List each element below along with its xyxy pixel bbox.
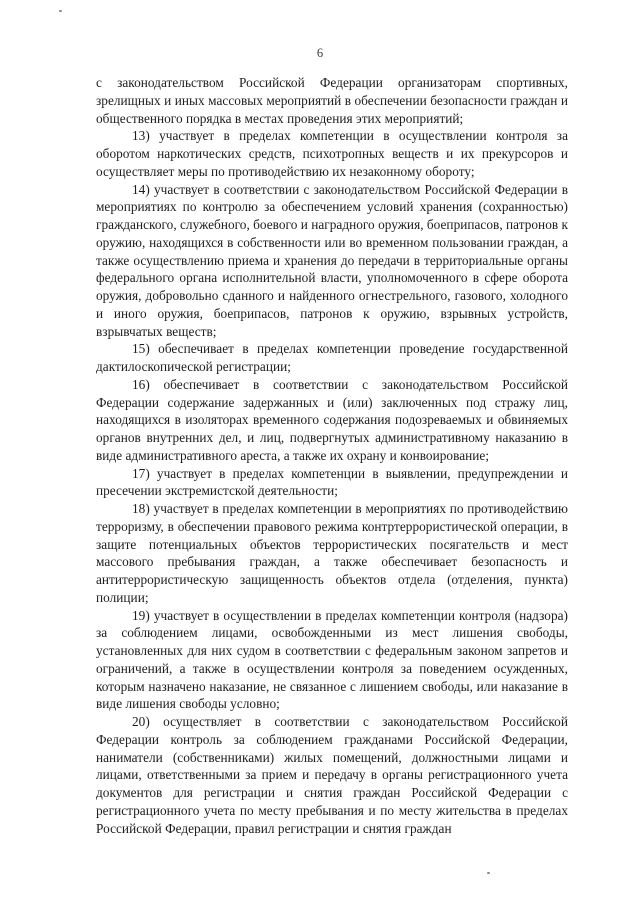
paragraph-intro: с законодательством Российской Федерации организаторам спортивных, зрелищных и иных массовых мероприятий в обеспечении безопасности граждан и общественного порядка в местах проведения этих мероприятий; [96, 75, 568, 126]
scan-speck [59, 10, 62, 12]
paragraph-item-15: 15) обеспечивает в пределах компетенции проведение государственной дактилоскопической регистрации; [96, 341, 568, 374]
paragraph-item-17: 17) участвует в пределах компетенции в выявлении, предупреждении и пресечении экстремистской деятельности; [96, 465, 568, 499]
paragraph-item-13: 13) участвует в пределах компетенции в осуществлении контроля за оборотом наркотических средств, психотропных веществ и их прекурсоров и осуществляет меры по противодействию их незаконному обороту; [96, 128, 568, 179]
paragraph-item-16: 16) обеспечивает в соответствии с законодательством Российской Федерации содержание задержанных и (или) заключенных под стражу лиц, находящихся в изоляторах временного содержания подозреваемых и обвиняемых органов внутренних дел, и лиц, подвергнутых административному наказанию в виде административного ареста, а также их охрану и конвоирование; [96, 376, 568, 463]
scan-speck [487, 872, 490, 874]
document-body [96, 74, 568, 837]
page-number: 6 [316, 46, 324, 60]
paragraph-item-18: 18) участвует в пределах компетенции в мероприятиях по противодействию терроризму, в обеспечении правового режима контртеррористической операции, в защите потенциальных объектов террористических посягательств и мест массового пребывания граждан, а также обеспечивает безопасность и антитеррористическую защищенность объектов отдела (отделения, пункта) полиции; [96, 501, 568, 605]
paragraph-item-20: 20) осуществляет в соответствии с законодательством Российской Федерации контроль за соблюдением гражданами Российской Федерации, наниматели (собственниками) жилых помещений, должностными лицами и лицами, ответственными за прием и передачу в органы регистрационного учета документов для регистрации и снятия граждан Российской Федерации с регистрационного учета по месту пребывания и по месту жительства в пределах Российской Федерации, правил регистрации и снятия граждан [96, 714, 568, 836]
paragraph-item-14: 14) участвует в соответствии с законодательством Российской Федерации в мероприятиях по контролю за обеспечением условий хранения (сохранностью) гражданского, служебного, боевого и наградного оружия, боеприпасов, патронов к оружию, находящихся в собственности или во временном пользовании граждан, а также осуществлению приема и хранения до передачи в территориальные органы федерального органа исполнительной власти, уполномоченного в сфере оборота оружия, добровольно сданного и найденного огнестрельного, газового, холодного и иного оружия, боеприпасов, патронов к оружию, взрывных устройств, взрывчатых веществ; [96, 181, 568, 339]
paragraph-item-19: 19) участвует в осуществлении в пределах компетенции контроля (надзора) за соблюдением лицами, освобожденными из мест лишения свободы, установленных для них судом в соответствии с федеральным законом запретов и ограничений, а также в осуществлении контроля за поведением осужденных, которым назначено наказание, не связанное с лишением свободы, или наказание в виде лишения свободы условно; [96, 607, 568, 712]
